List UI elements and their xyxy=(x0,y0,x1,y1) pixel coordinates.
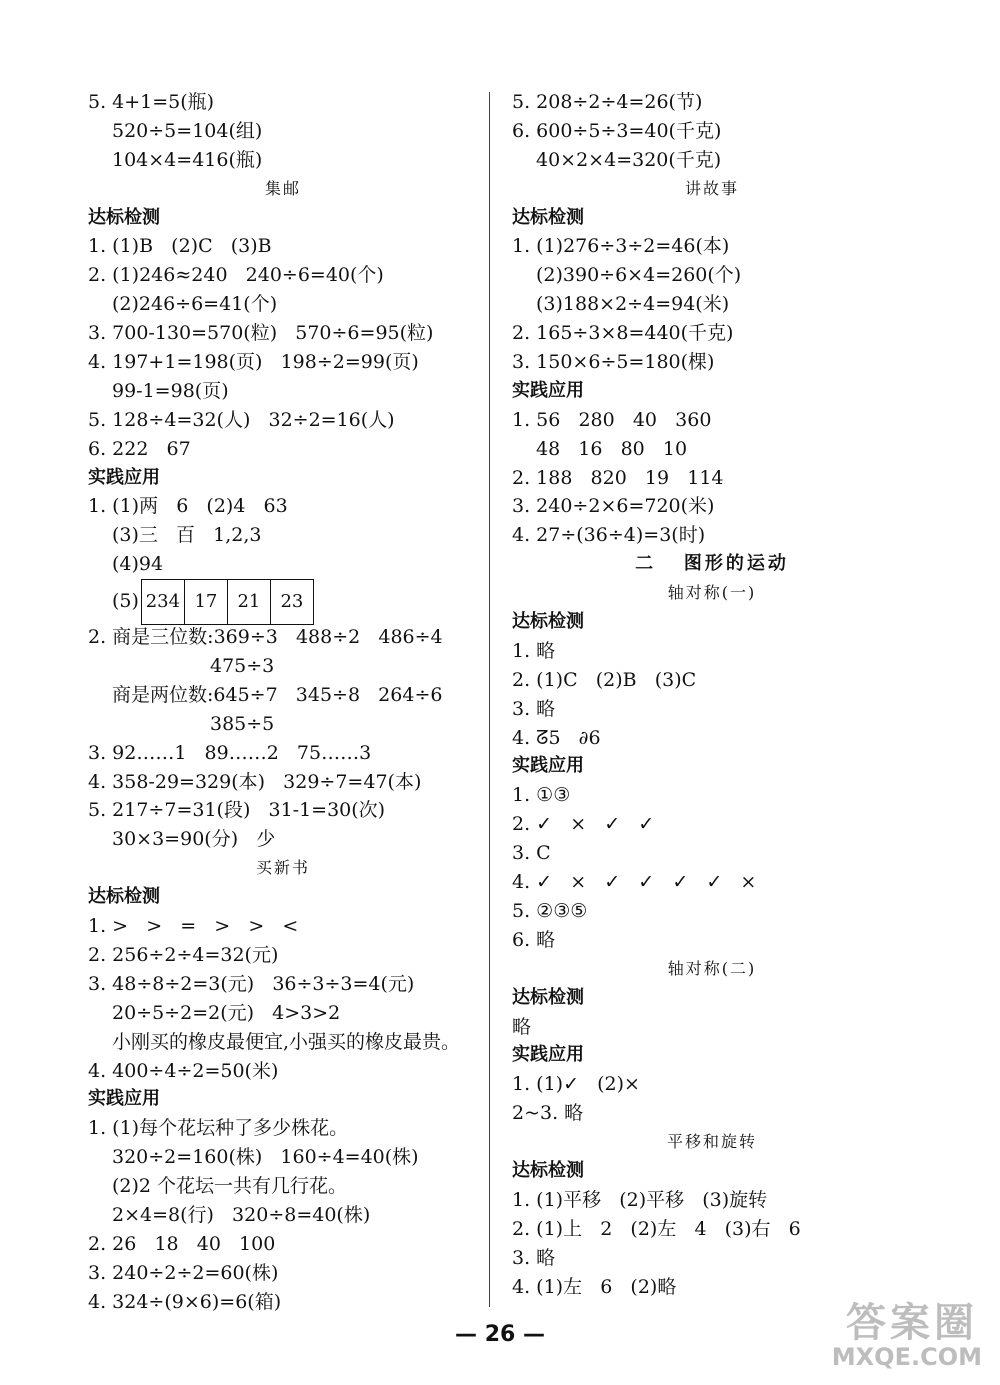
answer-line: 略 xyxy=(512,1015,532,1038)
lesson-title: 集邮 xyxy=(264,178,301,198)
answer-line: 1. (1)B (2)C (3)B xyxy=(88,235,272,258)
lesson-title: 轴对称(一) xyxy=(667,583,757,603)
section-heading: 达标检测 xyxy=(512,206,584,228)
answer-line: 475÷3 xyxy=(210,655,275,678)
answer-line: (2)2 个花坛一共有几行花。 xyxy=(112,1175,348,1198)
answer-line: 1. (1)平移 (2)平移 (3)旋转 xyxy=(512,1188,768,1211)
answer-line: (3)三 百 1,2,3 xyxy=(112,524,262,547)
answer-line: 4. (1)左 6 (2)略 xyxy=(512,1275,677,1298)
answer-line: (2)246÷6=41(个) xyxy=(112,293,278,316)
answer-line: 1. (1)两 6 (2)4 63 xyxy=(88,495,288,518)
answer-line: 385÷5 xyxy=(210,712,275,735)
answer-line: 5. 208÷2÷4=26(节) xyxy=(512,91,703,113)
section-heading: 实践应用 xyxy=(512,755,584,777)
answer-line: 3. 48÷8÷2=3(元) 36÷3÷3=4(元) xyxy=(88,972,415,995)
lesson-title: 买新书 xyxy=(255,858,310,878)
answer-line: 6. 略 xyxy=(512,928,556,951)
answer-line: (3)188×2÷4=94(米) xyxy=(536,293,730,316)
watermark-url: MXQE.COM xyxy=(831,1343,982,1371)
answer-line: 3. 92……1 89……2 75……3 xyxy=(88,741,372,764)
answer-line: 6. 222 67 xyxy=(88,437,191,460)
answer-line: 1. > > = > > < xyxy=(88,915,299,938)
answer-line: 1. 略 xyxy=(512,639,556,662)
answer-line: 520÷5=104(组) xyxy=(112,119,263,142)
answer-line: 6. 600÷5÷3=40(千克) xyxy=(512,119,722,142)
answer-line: 30×3=90(分) 少 xyxy=(112,828,276,851)
answer-line: 4. 400÷4÷2=50(米) xyxy=(88,1059,279,1082)
watermark-text: 答案圈 xyxy=(846,1300,978,1346)
answer-line: 5. 4+1=5(瓶) xyxy=(88,91,215,113)
answer-line: 104×4=416(瓶) xyxy=(112,148,263,171)
section-heading: 实践应用 xyxy=(512,379,584,401)
section-heading: 实践应用 xyxy=(88,466,160,488)
answer-line: 99-1=98(页) xyxy=(112,379,229,402)
unit-title: 二 图形的运动 xyxy=(635,553,789,575)
answer-line: 40×2×4=320(千克) xyxy=(536,148,722,171)
answer-line: 小刚买的橡皮最便宜,小强买的橡皮最贵。 xyxy=(112,1030,461,1053)
answer-line: 3. 150×6÷5=180(棵) xyxy=(512,351,715,374)
answer-line: (4)94 xyxy=(112,553,164,576)
left-column xyxy=(88,88,478,1317)
section-heading: 达标检测 xyxy=(512,611,584,633)
page-number: — 26 — xyxy=(455,1322,545,1347)
answer-line: 4. 358-29=329(本) 329÷7=47(本) xyxy=(88,770,422,793)
answer-line: 3. C xyxy=(512,842,551,865)
answer-line: 2. 26 18 40 100 xyxy=(88,1232,276,1255)
lesson-title: 平移和旋转 xyxy=(666,1132,757,1152)
answer-line: 1. (1)每个花坛种了多少株花。 xyxy=(88,1117,349,1140)
right-column xyxy=(512,88,912,1301)
answer-line: 3. 240÷2÷2=60(株) xyxy=(88,1261,279,1284)
lesson-title: 讲故事 xyxy=(684,178,739,198)
answer-line: 2. 165÷3×8=440(千克) xyxy=(512,322,734,345)
answer-line: 20÷5÷2=2(元) 4>3>2 xyxy=(112,1001,341,1024)
answer-line: 1. (1)✓ (2)× xyxy=(512,1073,640,1096)
answer-line: 2. (1)上 2 (2)左 4 (3)右 6 xyxy=(512,1217,801,1240)
section-heading: 达标检测 xyxy=(512,1159,584,1181)
section-heading: 实践应用 xyxy=(88,1088,160,1110)
lesson-title: 轴对称(二) xyxy=(667,958,757,978)
answer-line: 4. ✓ × ✓ ✓ ✓ ✓ × xyxy=(512,871,757,894)
answer-label: (5) xyxy=(112,590,139,613)
answer-line: 1. 56 280 40 360 xyxy=(512,408,712,431)
answer-box-table xyxy=(141,579,314,625)
answer-line: 2. (1)C (2)B (3)C xyxy=(512,668,697,691)
answer-line: 5. 128÷4=32(人) 32÷2=16(人) xyxy=(88,408,395,431)
answer-line: 2. ✓ × ✓ ✓ xyxy=(512,813,655,836)
answer-line: 2. 256÷2÷4=32(元) xyxy=(88,943,279,966)
answer-line: 2×4=8(行) 320÷8=40(株) xyxy=(112,1203,371,1226)
section-heading: 达标检测 xyxy=(88,886,160,908)
answer-line xyxy=(88,579,478,623)
answer-line: 2. 188 820 19 114 xyxy=(512,466,724,489)
answer-line: 320÷2=160(株) 160÷4=40(株) xyxy=(112,1146,419,1169)
answer-box-cell: 23 xyxy=(270,580,313,625)
answer-line: 3. 略 xyxy=(512,697,556,720)
answer-line: 4. 27÷(36÷4)=3(时) xyxy=(512,524,706,547)
answer-line: 商是两位数:645÷7 345÷8 264÷6 xyxy=(112,683,443,706)
answer-line: 1. (1)276÷3÷2=46(本) xyxy=(512,235,730,258)
watermark-logo xyxy=(788,1291,988,1371)
answer-box-cell: 21 xyxy=(227,580,270,625)
answer-line: 4. ᘔ5 ∂6 xyxy=(512,726,601,749)
answer-line: 4. 197+1=198(页) 198÷2=99(页) xyxy=(88,351,419,374)
answer-line: 2. (1)246≈240 240÷6=40(个) xyxy=(88,264,384,287)
answer-line: (2)390÷6×4=260(个) xyxy=(536,264,742,287)
answer-line: 3. 700-130=570(粒) 570÷6=95(粒) xyxy=(88,322,434,345)
answer-line: 1. ①③ xyxy=(512,784,571,807)
answer-line: 4. 324÷(9×6)=6(箱) xyxy=(88,1290,282,1313)
answer-line: 3. 240÷2×6=720(米) xyxy=(512,495,715,518)
section-heading: 实践应用 xyxy=(512,1044,584,1066)
answer-line: 3. 略 xyxy=(512,1246,556,1269)
answer-box-cell: 17 xyxy=(184,580,227,625)
section-heading: 达标检测 xyxy=(88,206,160,228)
answer-line: 2. 商是三位数:369÷3 488÷2 486÷4 xyxy=(88,626,443,649)
section-heading: 达标检测 xyxy=(512,986,584,1008)
answer-line: 48 16 80 10 xyxy=(536,437,688,460)
answer-line: 5. ②③⑤ xyxy=(512,899,588,922)
column-divider xyxy=(489,92,490,1307)
answer-line: 5. 217÷7=31(段) 31-1=30(次) xyxy=(88,799,386,822)
answer-line: 2~3. 略 xyxy=(512,1102,584,1125)
answer-box-cell: 234 xyxy=(141,580,184,625)
